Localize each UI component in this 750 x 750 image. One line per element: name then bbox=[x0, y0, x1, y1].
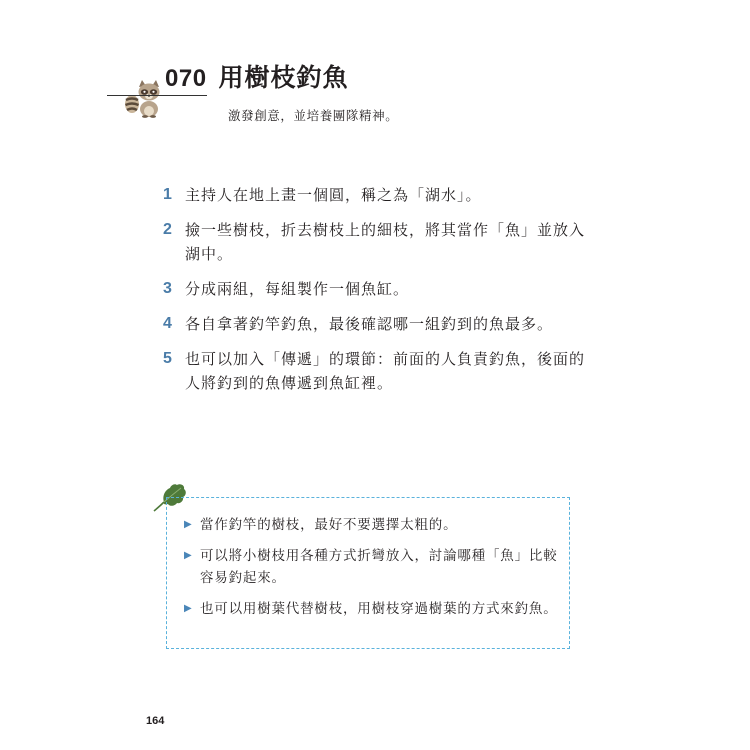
lesson-header bbox=[0, 0, 750, 140]
list-item bbox=[163, 312, 593, 336]
list-item bbox=[184, 545, 564, 589]
triangle-bullet-icon: ▶ bbox=[184, 519, 192, 530]
list-item bbox=[163, 277, 593, 301]
lesson-subtitle: 激發創意，並培養團隊精神。 bbox=[228, 108, 399, 123]
tip-text: 可以將小樹枝用各種方式折彎放入，討論哪種「魚」比較容易釣起來。 bbox=[200, 548, 558, 586]
list-item bbox=[163, 183, 593, 207]
step-text: 分成兩組，每組製作一個魚缸。 bbox=[185, 280, 410, 298]
list-item bbox=[184, 598, 564, 620]
tip-text: 當作釣竿的樹枝，最好不要選擇太粗的。 bbox=[200, 517, 458, 533]
step-number: 2 bbox=[163, 221, 172, 238]
title-row bbox=[165, 58, 349, 94]
steps-list bbox=[163, 183, 593, 406]
tip-text: 也可以用樹葉代替樹枝，用樹枝穿過樹葉的方式來釣魚。 bbox=[200, 601, 558, 617]
list-item bbox=[184, 514, 564, 536]
list-item bbox=[163, 218, 593, 266]
tips-list bbox=[184, 514, 564, 629]
step-text: 撿一些樹枝，折去樹枝上的細枝，將其當作「魚」並放入湖中。 bbox=[185, 221, 586, 263]
list-item bbox=[163, 347, 593, 395]
triangle-bullet-icon: ▶ bbox=[184, 603, 192, 614]
lesson-number: 070 bbox=[165, 65, 207, 92]
page-title: 用樹枝釣魚 bbox=[218, 63, 349, 92]
step-text: 主持人在地上畫一個圓，稱之為「湖水」。 bbox=[185, 186, 482, 204]
triangle-bullet-icon: ▶ bbox=[184, 550, 192, 561]
step-text: 也可以加入「傳遞」的環節：前面的人負責釣魚，後面的人將釣到的魚傳遞到魚缸裡。 bbox=[185, 350, 586, 392]
step-number: 1 bbox=[163, 186, 172, 203]
step-number: 4 bbox=[163, 315, 172, 332]
header-rule bbox=[107, 95, 207, 96]
raccoon-icon bbox=[124, 78, 166, 118]
step-number: 5 bbox=[163, 350, 172, 367]
page-number: 164 bbox=[146, 715, 165, 727]
step-number: 3 bbox=[163, 280, 172, 297]
step-text: 各自拿著釣竿釣魚，最後確認哪一組釣到的魚最多。 bbox=[185, 315, 554, 333]
